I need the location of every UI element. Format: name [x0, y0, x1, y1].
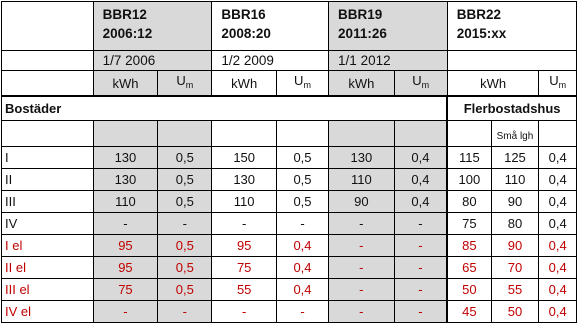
table-cell: 85 — [447, 235, 491, 257]
header-bbr19 — [329, 2, 448, 51]
header-bbr22 — [447, 2, 576, 51]
table-cell: 110 — [329, 169, 395, 191]
table-cell: 110 — [212, 191, 277, 213]
table-cell: - — [329, 235, 395, 257]
table-row — [2, 213, 577, 235]
bbr12-code: BBR12 — [102, 7, 147, 22]
table-cell: - — [93, 213, 158, 235]
table-cell: - — [276, 301, 328, 323]
table-cell: 50 — [447, 279, 491, 301]
bbr22-date — [447, 51, 576, 71]
row-label: II el — [2, 257, 94, 279]
section-row — [2, 96, 577, 121]
table-cell: - — [394, 235, 447, 257]
row-label: III el — [2, 279, 94, 301]
table-cell: 115 — [447, 147, 491, 169]
table-cell: 55 — [212, 279, 277, 301]
table-cell: 150 — [212, 147, 277, 169]
section-right-label: Flerbostadshus — [447, 96, 576, 121]
table-cell: 50 — [491, 301, 539, 323]
date-blank — [2, 51, 94, 71]
table-cell: 0,4 — [539, 191, 577, 213]
table-cell: 0,5 — [158, 191, 212, 213]
row-label: IV el — [2, 301, 94, 323]
table-cell: 125 — [491, 147, 539, 169]
table-cell: - — [329, 301, 395, 323]
header-row-dates — [2, 51, 577, 71]
bbr16-code: BBR16 — [221, 7, 266, 22]
table-row — [2, 279, 577, 301]
unit-um: $U_m$ — [394, 71, 447, 97]
header-bbr16 — [212, 2, 329, 51]
table-cell: 95 — [212, 235, 277, 257]
header-blank — [2, 2, 94, 51]
unit-um: $U_m$ — [276, 71, 328, 97]
row-label: I el — [2, 235, 94, 257]
table-cell: 0,4 — [394, 191, 447, 213]
table-cell: 0,5 — [276, 191, 328, 213]
table-cell: 70 — [491, 257, 539, 279]
table-row — [2, 169, 577, 191]
table-cell: 130 — [93, 169, 158, 191]
bbr22-num: 2015:xx — [456, 26, 507, 41]
section-label: Bostäder — [2, 96, 448, 121]
table-cell: 0,5 — [158, 235, 212, 257]
table-cell: 80 — [447, 191, 491, 213]
table-cell: - — [394, 301, 447, 323]
unit-kwh: kWh — [447, 71, 539, 97]
table-cell: 0,5 — [158, 147, 212, 169]
unit-um: $U_m$ — [539, 71, 577, 97]
table-cell: - — [212, 213, 277, 235]
unit-kwh: kWh — [329, 71, 395, 97]
table-cell: 75 — [212, 257, 277, 279]
table-cell: 45 — [447, 301, 491, 323]
table-cell: 0,4 — [539, 257, 577, 279]
bbr16-num: 2008:20 — [221, 26, 271, 41]
table-row — [2, 147, 577, 169]
table-cell: - — [329, 257, 395, 279]
table-cell: 0,5 — [158, 257, 212, 279]
energy-requirements-table — [1, 1, 577, 323]
table-cell: 130 — [212, 169, 277, 191]
table-cell: 80 — [491, 213, 539, 235]
table-cell: 0,4 — [276, 279, 328, 301]
bbr22-code: BBR22 — [456, 7, 502, 22]
table-cell: - — [394, 257, 447, 279]
table-cell: 0,4 — [276, 257, 328, 279]
table-cell: - — [212, 301, 277, 323]
bbr12-date: 1/7 2006 — [93, 51, 212, 71]
table-cell: 0,4 — [276, 235, 328, 257]
table-cell: 0,5 — [158, 169, 212, 191]
table-cell: 90 — [491, 235, 539, 257]
unit-blank — [2, 71, 94, 97]
table-row — [2, 257, 577, 279]
table-cell: - — [158, 301, 212, 323]
table-cell: 110 — [491, 169, 539, 191]
table-cell: - — [276, 213, 328, 235]
table-cell: 100 — [447, 169, 491, 191]
bbr16-date: 1/2 2009 — [212, 51, 329, 71]
bbr19-num: 2011:26 — [338, 26, 387, 41]
table-cell: 0,4 — [539, 147, 577, 169]
table-cell: 75 — [93, 279, 158, 301]
table-cell: 0,4 — [539, 235, 577, 257]
subheader-row — [2, 121, 577, 147]
header-row-codes — [2, 2, 577, 51]
table-cell: 130 — [93, 147, 158, 169]
table-cell: 0,5 — [276, 169, 328, 191]
table-cell: - — [158, 213, 212, 235]
table-cell: 0,5 — [276, 147, 328, 169]
row-label: IV — [2, 213, 94, 235]
table-cell: 95 — [93, 235, 158, 257]
table-cell: 0,4 — [394, 147, 447, 169]
table-cell: 0,4 — [539, 169, 577, 191]
table-cell: - — [329, 213, 395, 235]
table-cell: 90 — [491, 191, 539, 213]
header-bbr12 — [93, 2, 212, 51]
table-cell: 55 — [491, 279, 539, 301]
bbr19-date: 1/1 2012 — [329, 51, 448, 71]
table-cell: - — [394, 213, 447, 235]
table-cell: 65 — [447, 257, 491, 279]
header-row-units — [2, 71, 577, 97]
table-row — [2, 191, 577, 213]
row-label: I — [2, 147, 94, 169]
table-cell: - — [329, 279, 395, 301]
unit-kwh: kWh — [212, 71, 277, 97]
table-cell: 0,4 — [539, 301, 577, 323]
table-row — [2, 235, 577, 257]
table-cell: - — [394, 279, 447, 301]
table-cell: 90 — [329, 191, 395, 213]
unit-kwh: kWh — [93, 71, 158, 97]
bbr19-code: BBR19 — [338, 7, 383, 22]
table-cell: 75 — [447, 213, 491, 235]
bbr12-num: 2006:12 — [102, 26, 153, 41]
table-cell: - — [93, 301, 158, 323]
table-cell: 110 — [93, 191, 158, 213]
table-cell: 0,4 — [539, 279, 577, 301]
table-cell: 0,4 — [394, 169, 447, 191]
table-row — [2, 301, 577, 323]
unit-um: $U_m$ — [158, 71, 212, 97]
row-label: II — [2, 169, 94, 191]
row-label: III — [2, 191, 94, 213]
table-cell: 0,5 — [158, 279, 212, 301]
table-cell: 130 — [329, 147, 395, 169]
table-cell: 0,4 — [539, 213, 577, 235]
small-apartments-label: Små lgh — [491, 121, 539, 147]
table-cell: 95 — [93, 257, 158, 279]
